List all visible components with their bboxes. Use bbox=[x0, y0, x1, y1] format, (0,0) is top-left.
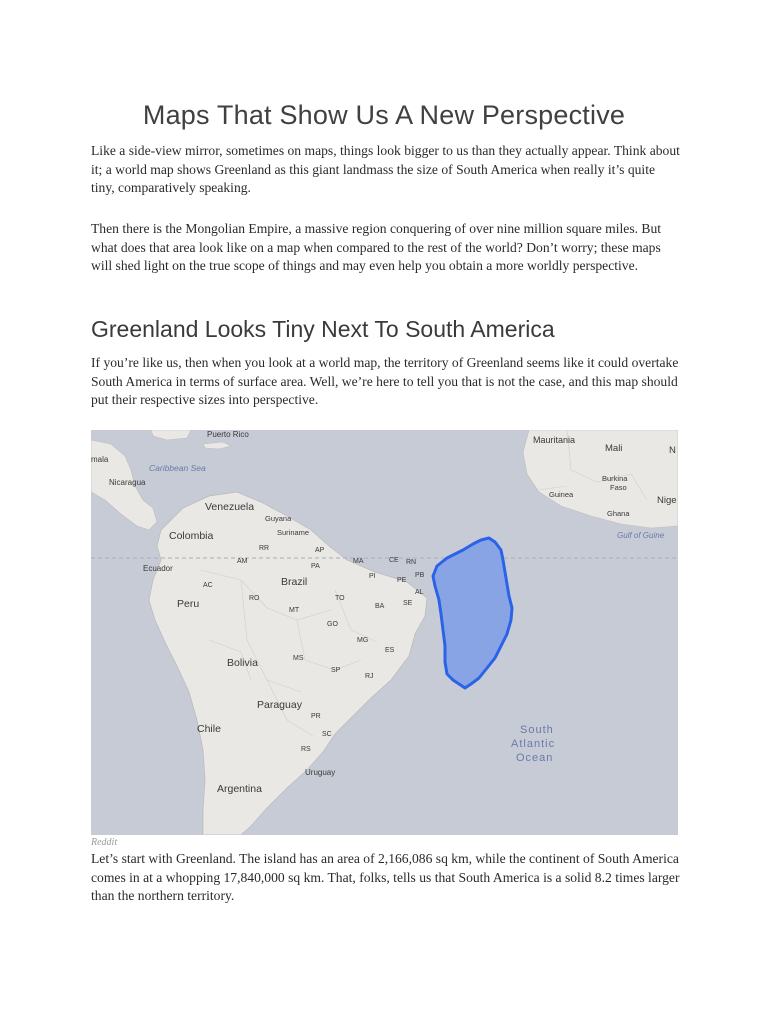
label-ecuador: Ecuador bbox=[143, 564, 173, 573]
label-south-atlantic-1: South bbox=[520, 724, 554, 736]
label-uruguay: Uruguay bbox=[305, 768, 336, 777]
label-burkina: Burkina bbox=[602, 474, 628, 483]
section-paragraph: If you’re like us, then when you look at a world map, the territory of Greenland seems like it could overtake South America in terms of surface area. Well, we’re here to tell you that is not the case, and this map should put their respective sizes into perspective. bbox=[91, 355, 679, 407]
label-pa: PA bbox=[311, 563, 320, 570]
label-n: N bbox=[669, 445, 676, 456]
label-guyana: Guyana bbox=[265, 514, 292, 523]
label-ms: MS bbox=[293, 655, 304, 662]
label-mauritania: Mauritania bbox=[533, 435, 576, 445]
label-colombia: Colombia bbox=[169, 530, 214, 542]
label-puerto-rico: Puerto Rico bbox=[207, 430, 249, 439]
label-faso: Faso bbox=[610, 483, 627, 492]
label-mt: MT bbox=[289, 607, 300, 614]
label-se: SE bbox=[403, 600, 413, 607]
label-am: AM bbox=[237, 558, 248, 565]
label-mg: MG bbox=[357, 637, 369, 644]
label-to: TO bbox=[335, 595, 345, 602]
label-ce: CE bbox=[389, 557, 399, 564]
label-go: GO bbox=[327, 621, 338, 628]
label-south-atlantic-3: Ocean bbox=[516, 752, 554, 764]
label-mali: Mali bbox=[605, 443, 623, 454]
label-suriname: Suriname bbox=[277, 528, 310, 537]
label-rn: RN bbox=[406, 559, 417, 566]
label-pe: PE bbox=[397, 577, 407, 584]
label-sp: SP bbox=[331, 667, 341, 674]
intro-paragraph-2: Then there is the Mongolian Empire, a massive region conquering of over nine million square miles. But what does that area look like on a map when compared to the rest of the world? Don’t worry; these maps will shed light on the true scope of things and may even help you obtain a more worldly perspective. bbox=[91, 221, 662, 273]
label-al: AL bbox=[415, 589, 424, 596]
label-paraguay: Paraguay bbox=[257, 699, 302, 711]
label-sc: SC bbox=[322, 731, 332, 738]
label-es: ES bbox=[385, 647, 395, 654]
label-argentina: Argentina bbox=[217, 783, 262, 795]
page-title: Maps That Show Us A New Perspective bbox=[142, 100, 626, 130]
label-ac: AC bbox=[203, 582, 213, 589]
label-chile: Chile bbox=[197, 723, 221, 735]
label-venezuela: Venezuela bbox=[205, 501, 255, 513]
label-rs: RS bbox=[301, 746, 311, 753]
label-mala: mala bbox=[91, 455, 109, 464]
closing-paragraph: Let’s start with Greenland. The island has an area of 2,166,086 sq km, while the continent of South America comes in at a whopping 17,840,000 sq km. That, folks, tells us that South America is a solid 8.2 times larger than the northern territory. bbox=[91, 851, 680, 903]
label-pi: PI bbox=[369, 573, 376, 580]
label-bolivia: Bolivia bbox=[227, 657, 258, 669]
label-brazil: Brazil bbox=[281, 576, 308, 588]
label-peru: Peru bbox=[177, 598, 200, 610]
map-graphic bbox=[91, 430, 678, 835]
label-ba: BA bbox=[375, 603, 385, 610]
label-ro: RO bbox=[249, 595, 260, 602]
label-rr: RR bbox=[259, 545, 270, 552]
label-guinea: Guinea bbox=[549, 490, 574, 499]
intro-paragraph-1: Like a side-view mirror, sometimes on maps, things look bigger to us than they actually appear. Think about it; a world map shows Greenland as this giant landmass the size of South America when really it’s quite tiny, comparatively speaking. bbox=[91, 143, 680, 195]
label-pb: PB bbox=[415, 572, 425, 579]
label-ghana: Ghana bbox=[607, 509, 630, 518]
label-south-atlantic-2: Atlantic bbox=[511, 738, 556, 750]
section-heading: Greenland Looks Tiny Next To South America bbox=[91, 316, 555, 342]
label-ap: AP bbox=[315, 547, 325, 554]
label-caribbean-sea: Caribbean Sea bbox=[149, 463, 206, 473]
label-pr: PR bbox=[311, 713, 321, 720]
image-credit: Reddit bbox=[91, 837, 118, 848]
label-gulf-of-guinea: Gulf of Guine bbox=[617, 531, 665, 540]
label-nige: Nige bbox=[657, 495, 677, 506]
size-comparison-map bbox=[91, 430, 678, 835]
label-ma: MA bbox=[353, 558, 364, 565]
label-nicaragua: Nicaragua bbox=[109, 478, 146, 487]
label-rj: RJ bbox=[365, 673, 374, 680]
